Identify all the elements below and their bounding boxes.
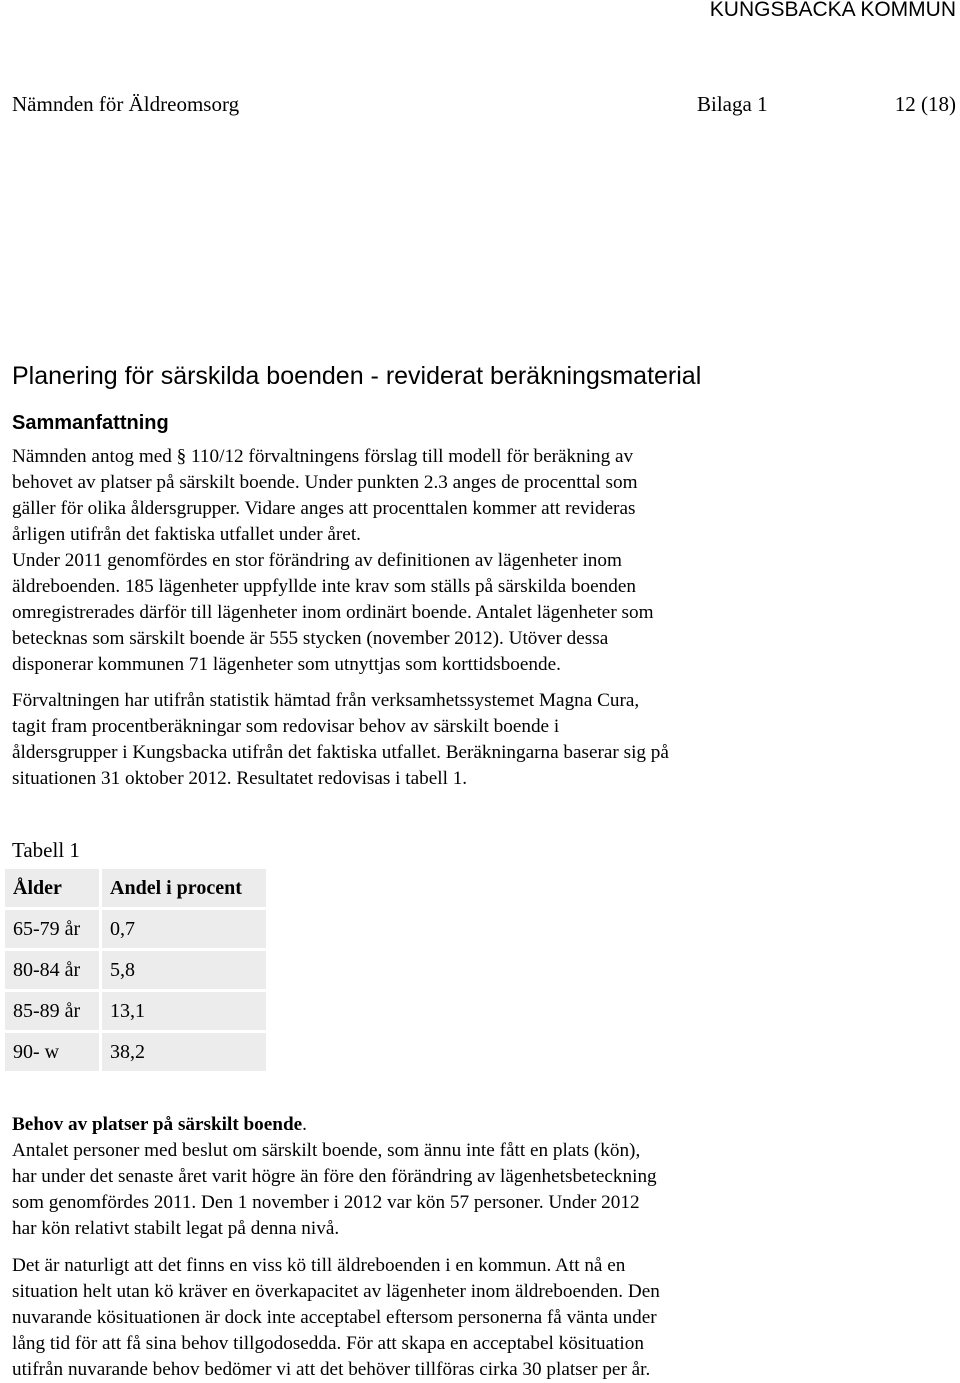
- committee-name: Nämnden för Äldreomsorg: [12, 92, 240, 116]
- column-header-percentage: Andel i procent: [102, 869, 266, 907]
- paragraph-queue-status: [12, 1138, 952, 1242]
- text-line: utifrån nuvarande behov bedömer vi att det behöver tillföras cirka 30 platser per år.: [12, 1359, 651, 1380]
- age-cell: 80-84 år: [5, 951, 99, 989]
- text-line: tagit fram procentberäkningar som redovisar behov av särskilt boende i: [12, 716, 560, 737]
- text-line: situation helt utan kö kräver en överkapacitet av lägenheter inom äldreboenden. Den: [12, 1281, 660, 1302]
- text-line: åldersgrupper i Kungsbacka utifrån det faktiska utfallet. Beräkningarna baserar sig på: [12, 742, 669, 763]
- table-row: [5, 1033, 266, 1071]
- paragraph-statistics: [12, 688, 952, 792]
- text-line: gäller för olika åldersgrupper. Vidare anges att procenttalen kommer att revideras: [12, 498, 636, 519]
- age-cell: 90- w: [5, 1033, 99, 1071]
- age-cell: 65-79 år: [5, 910, 99, 948]
- table-caption: Tabell 1: [12, 838, 80, 862]
- text-line: Antalet personer med beslut om särskilt boende, som ännu inte fått en plats (kön),: [12, 1140, 641, 1161]
- table-row: [5, 992, 266, 1030]
- table-header-row: [5, 869, 266, 907]
- percentage-cell: 5,8: [102, 951, 266, 989]
- text-line: betecknas som särskilt boende är 555 stycken (november 2012). Utöver dessa: [12, 628, 609, 649]
- percentage-cell: 0,7: [102, 910, 266, 948]
- text-line: har kön relativt stabilt legat på denna nivå.: [12, 1218, 340, 1239]
- paragraph-definition-change: [12, 548, 952, 678]
- text-line: Det är naturligt att det finns en viss kö till äldreboenden i en kommun. Att nå en: [12, 1255, 626, 1276]
- percentage-cell: 13,1: [102, 992, 266, 1030]
- organization-name: KUNGSBACKA KOMMUN: [709, 0, 956, 21]
- text-line: Förvaltningen har utifrån statistik hämtad från verksamhetssystemet Magna Cura,: [12, 690, 640, 711]
- text-line: Nämnden antog med § 110/12 förvaltningens förslag till modell för beräkning av: [12, 446, 634, 467]
- paragraph-queue-assessment: [12, 1253, 952, 1383]
- document-title: Planering för särskilda boenden - reviderat beräkningsmaterial: [12, 362, 702, 390]
- text-line: nuvarande kösituationen är dock inte acceptabel eftersom personerna få vänta under: [12, 1307, 657, 1328]
- text-line: årligen utifrån det faktiska utfallet under året.: [12, 524, 361, 545]
- text-line: lång tid för att få sina behov tillgodosedda. För att skapa en acceptabel kösituation: [12, 1333, 644, 1354]
- appendix-label: Bilaga 1: [697, 92, 768, 116]
- demand-heading-text: Behov av platser på särskilt boende: [12, 1114, 303, 1135]
- demand-heading-period: .: [302, 1114, 307, 1135]
- paragraph-summary: [12, 444, 952, 548]
- text-line: som genomfördes 2011. Den 1 november i 2012 var kön 57 personer. Under 2012: [12, 1192, 640, 1213]
- text-line: behovet av platser på särskilt boende. Under punkten 2.3 anges de procenttal som: [12, 472, 638, 493]
- age-cell: 85-89 år: [5, 992, 99, 1030]
- demand-heading: [12, 1112, 307, 1138]
- page-number: 12 (18): [894, 92, 956, 116]
- table-row: [5, 910, 266, 948]
- age-percentage-table: [2, 866, 269, 1074]
- text-line: situationen 31 oktober 2012. Resultatet redovisas i tabell 1.: [12, 768, 468, 789]
- text-line: Under 2011 genomfördes en stor förändring av definitionen av lägenheter inom: [12, 550, 622, 571]
- table-row: [5, 951, 266, 989]
- text-line: har under det senaste året varit högre än före den förändring av lägenhetsbeteckning: [12, 1166, 657, 1187]
- text-line: äldreboenden. 185 lägenheter uppfyllde inte krav som ställs på särskilda boenden: [12, 576, 636, 597]
- column-header-age: Ålder: [5, 869, 99, 907]
- summary-heading: Sammanfattning: [12, 412, 169, 434]
- text-line: disponerar kommunen 71 lägenheter som utnyttjas som korttidsboende.: [12, 654, 561, 675]
- percentage-cell: 38,2: [102, 1033, 266, 1071]
- text-line: omregistrerades därför till lägenheter inom ordinärt boende. Antalet lägenheter som: [12, 602, 654, 623]
